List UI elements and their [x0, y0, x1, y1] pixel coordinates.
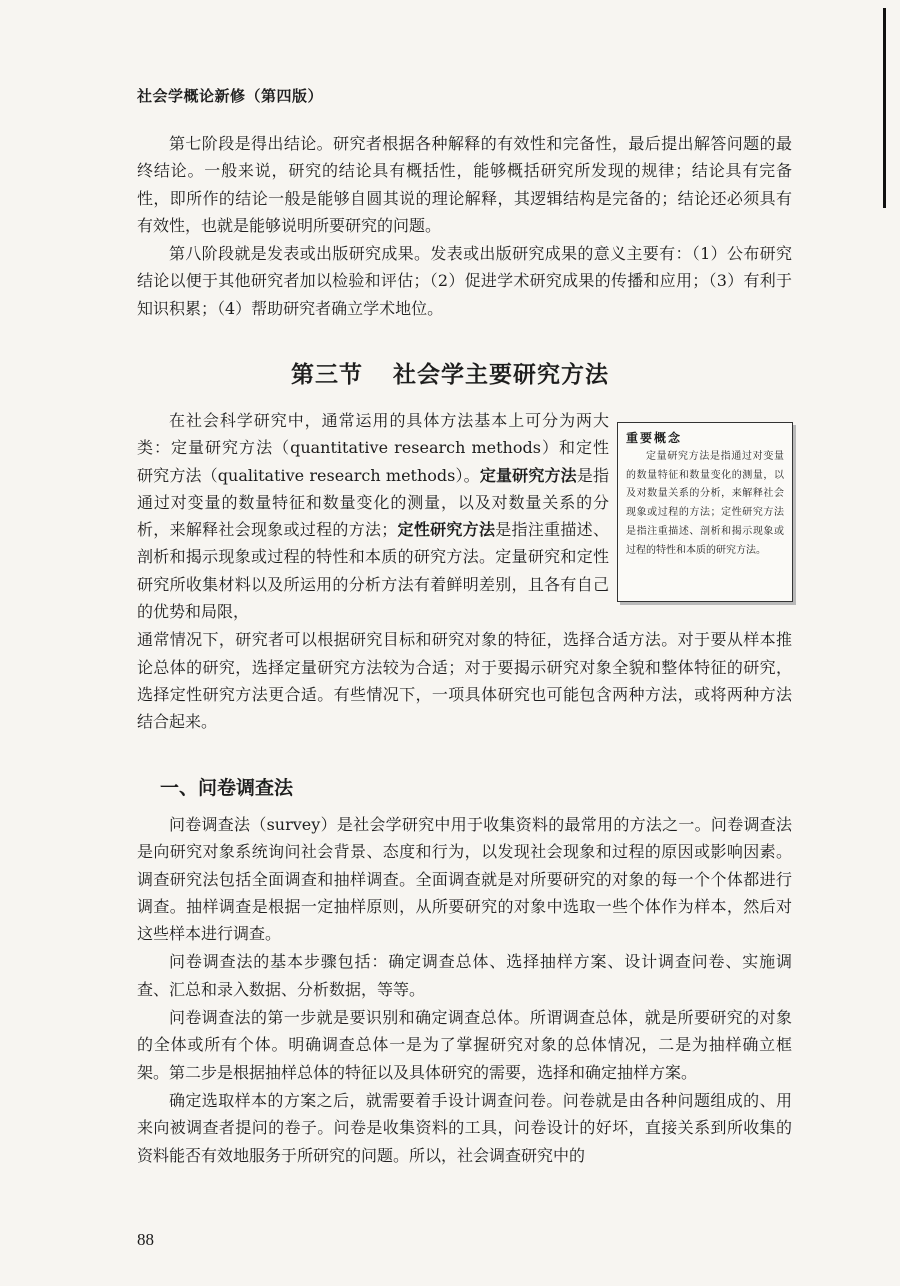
term-qualitative: 定性研究方法 — [397, 520, 496, 540]
methods-intro-part2: 是指通过对变量的数量特征和数量变化的测量，以及对数量关系的分析，来解释社会现象或过程的方法； — [137, 465, 609, 540]
running-head: 社会学概论新修（第四版） — [137, 87, 324, 105]
top-text-block — [137, 130, 792, 322]
paragraph-methods-continuation: 通常情况下，研究者可以根据研究目标和研究对象的特征，选择合适方法。对于要从样本推论总体的研究，选择定量研究方法较为合适；对于要揭示研究对象全貌和整体特征的研究，选择定性研究方法更合适。有些情况下，一项具体研究也可能包含两种方法，或将两种方法结合起来。 — [137, 630, 792, 732]
paragraph-stage-eight: 第八阶段就是发表或出版研究成果。发表或出版研究成果的意义主要有：（1）公布研究结论以便于其他研究者加以检验和评估；（2）促进学术研究成果的传播和应用；（3）有利于知识积累；（4）帮助研究者确立学术地位。 — [137, 244, 792, 318]
survey-text-block — [137, 811, 792, 1169]
paragraph-methods-intro — [137, 407, 609, 625]
section-title — [0, 356, 900, 389]
page-edge-line — [883, 8, 886, 208]
paragraph-survey-population: 问卷调查法的第一步就是要识别和确定调查总体。所谓调查总体，就是所要研究的对象的全体或所有个体。明确调查总体一是为了掌握研究对象的总体情况，二是为抽样确立框架。第二步是根据抽样总体的特征以及具体研究的需要，选择和确定抽样方案。 — [137, 1008, 792, 1082]
page-number: 88 — [137, 1230, 154, 1249]
paragraph-survey-steps: 问卷调查法的基本步骤包括：确定调查总体、选择抽样方案、设计调查问卷、实施调查、汇总和录入数据、分析数据，等等。 — [137, 952, 792, 999]
paragraph-stage-seven: 第七阶段是得出结论。研究者根据各种解释的有效性和完备性，最后提出解答问题的最终结论。一般来说，研究的结论具有概括性，能够概括研究所发现的规律；结论具有完备性，即所作的结论一般是能够自圆其说的理论解释，其逻辑结构是完备的；结论还必须具有有效性，也就是能够说明所要研究的问题。 — [137, 134, 792, 235]
paragraph-survey-definition: 问卷调查法（survey）是社会学研究中用于收集资料的最常用的方法之一。问卷调查法是向研究对象系统询问社会背景、态度和行为，以发现社会现象和过程的原因或影响因素。调查研究法包括全面调查和抽样调查。全面调查就是对所要研究的对象的每一个个体都进行调查。抽样调查是根据一定抽样原则，从所要研究的对象中选取一些个体作为样本，然后对这些样本进行调查。 — [137, 815, 792, 944]
paragraph-survey-questionnaire: 确定选取样本的方案之后，就需要着手设计调查问卷。问卷就是由各种问题组成的、用来向被调查者提问的卷子。问卷是收集资料的工具，问卷设计的好坏，直接关系到所收集的资料能否有效地服务于所研究的问题。所以，社会调查研究中的 — [137, 1090, 792, 1165]
subsection-heading: 一、问卷调查法 — [160, 777, 294, 799]
section-title-text: 社会学主要研究方法 — [393, 362, 609, 388]
methods-intro-part3: 是指注重描述、剖析和揭示现象或过程的特性和本质的研究方法。定量研究和定性研究所收集材料以及所运用的分析方法有着鲜明差别，且各有自己的优势和局限， — [137, 520, 609, 622]
section-number: 第三节 — [291, 362, 363, 388]
key-concept-body: 定量研究方法是指通过对变量的数量特征和数量变化的测量，以及对数量关系的分析，来解释社会现象或过程的方法；定性研究方法是指注重描述、剖析和揭示现象或过程的特性和本质的研究方法。 — [626, 451, 784, 556]
methods-intro-part1: 在社会科学研究中，通常运用的具体方法基本上可分为两大类：定量研究方法（quantitative research methods）和定性研究方法（qualitative research methods）。 — [137, 411, 609, 485]
term-quantitative: 定量研究方法 — [479, 465, 577, 485]
key-concept-title: 重要概念 — [626, 431, 683, 445]
key-concept-box — [617, 422, 793, 602]
